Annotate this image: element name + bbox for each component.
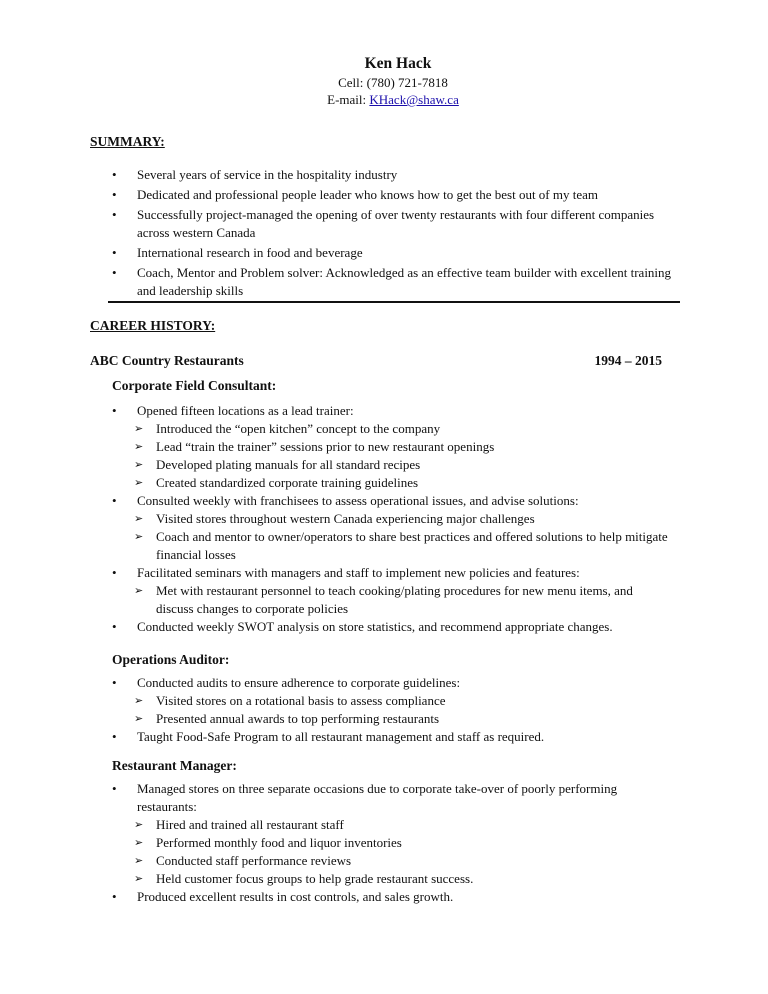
- duty-item: [112, 564, 672, 618]
- sub-duty-item: ➢ Lead “train the trainer” sessions prior to new restaurant openings: [134, 438, 672, 456]
- sub-duty-list: [137, 816, 672, 888]
- duty-item: [112, 674, 672, 728]
- sub-duty-item: ➢ Coach and mentor to owner/operators to share best practices and offered solutions to help mitigate financial losses: [134, 528, 672, 564]
- summary-item: • Dedicated and professional people leader who knows how to get the best out of my team: [112, 186, 672, 204]
- sub-duty-item: ➢ Met with restaurant personnel to teach cooking/plating procedures for new menu items, and discuss changes to corporate policies: [134, 582, 672, 618]
- duty-item: [112, 492, 672, 564]
- career-heading: CAREER HISTORY:: [90, 318, 216, 333]
- duty-text: Consulted weekly with franchisees to assess operational issues, and advise solutions:: [137, 493, 579, 508]
- role-duties: [112, 674, 672, 746]
- sub-duty-item: ➢ Developed plating manuals for all standard recipes: [134, 456, 672, 474]
- duty-text: Opened fifteen locations as a lead trainer:: [137, 403, 354, 418]
- sub-duty-item: ➢ Visited stores on a rotational basis to assess compliance: [134, 692, 672, 710]
- summary-heading: SUMMARY:: [90, 134, 165, 149]
- sub-duty-item: ➢ Hired and trained all restaurant staff: [134, 816, 672, 834]
- duty-item: [112, 888, 672, 906]
- employment-years: 1994 – 2015: [594, 353, 662, 368]
- duty-text: Conducted weekly SWOT analysis on store statistics, and recommend appropriate changes.: [137, 619, 613, 634]
- company-name: ABC Country Restaurants: [90, 353, 244, 368]
- duty-text: Produced excellent results in cost controls, and sales growth.: [137, 889, 454, 904]
- company-row: [90, 353, 662, 369]
- sub-duty-list: [137, 692, 672, 728]
- summary-item: • Several years of service in the hospitality industry: [112, 166, 672, 184]
- email-line: [18, 91, 768, 108]
- role-title: Restaurant Manager:: [112, 758, 237, 773]
- role-duties: [112, 780, 672, 906]
- role-title: Operations Auditor:: [112, 652, 230, 667]
- role-duties: [112, 402, 672, 636]
- duty-text: Managed stores on three separate occasions due to corporate take-over of poorly performing restaurants:: [137, 781, 618, 814]
- duty-item: [112, 780, 672, 888]
- section-divider: [108, 301, 680, 303]
- sub-duty-list: [137, 510, 672, 564]
- resume-header: [0, 54, 768, 108]
- summary-list: [112, 166, 672, 302]
- sub-duty-item: ➢ Created standardized corporate training guidelines: [134, 474, 672, 492]
- duty-item: [112, 402, 672, 492]
- sub-duty-list: [137, 582, 672, 618]
- sub-duty-item: ➢ Visited stores throughout western Canada experiencing major challenges: [134, 510, 672, 528]
- summary-item: • International research in food and beverage: [112, 244, 672, 262]
- summary-item: • Successfully project-managed the opening of over twenty restaurants with four different companies across western Canada: [112, 206, 672, 242]
- summary-item: • Coach, Mentor and Problem solver: Acknowledged as an effective team builder with excellent training and leadership skills: [112, 264, 672, 300]
- sub-duty-item: ➢ Performed monthly food and liquor inventories: [134, 834, 672, 852]
- sub-duty-item: ➢ Held customer focus groups to help grade restaurant success.: [134, 870, 672, 888]
- duty-item: [112, 618, 672, 636]
- role-title: Corporate Field Consultant:: [112, 378, 277, 393]
- duty-text: Taught Food-Safe Program to all restaurant management and staff as required.: [137, 729, 545, 744]
- sub-duty-item: ➢ Presented annual awards to top performing restaurants: [134, 710, 672, 728]
- sub-duty-item: ➢ Introduced the “open kitchen” concept to the company: [134, 420, 672, 438]
- candidate-name: Ken Hack: [364, 55, 432, 72]
- sub-duty-item: ➢ Conducted staff performance reviews: [134, 852, 672, 870]
- sub-duty-list: [137, 420, 672, 492]
- email-link[interactable]: KHack@shaw.ca: [369, 92, 459, 107]
- duty-text: Conducted audits to ensure adherence to corporate guidelines:: [137, 675, 461, 690]
- duty-item: [112, 728, 672, 746]
- duty-text: Facilitated seminars with managers and staff to implement new policies and features:: [137, 565, 580, 580]
- email-label: E-mail:: [327, 92, 370, 107]
- cell-phone: Cell: (780) 721-7818: [338, 75, 448, 90]
